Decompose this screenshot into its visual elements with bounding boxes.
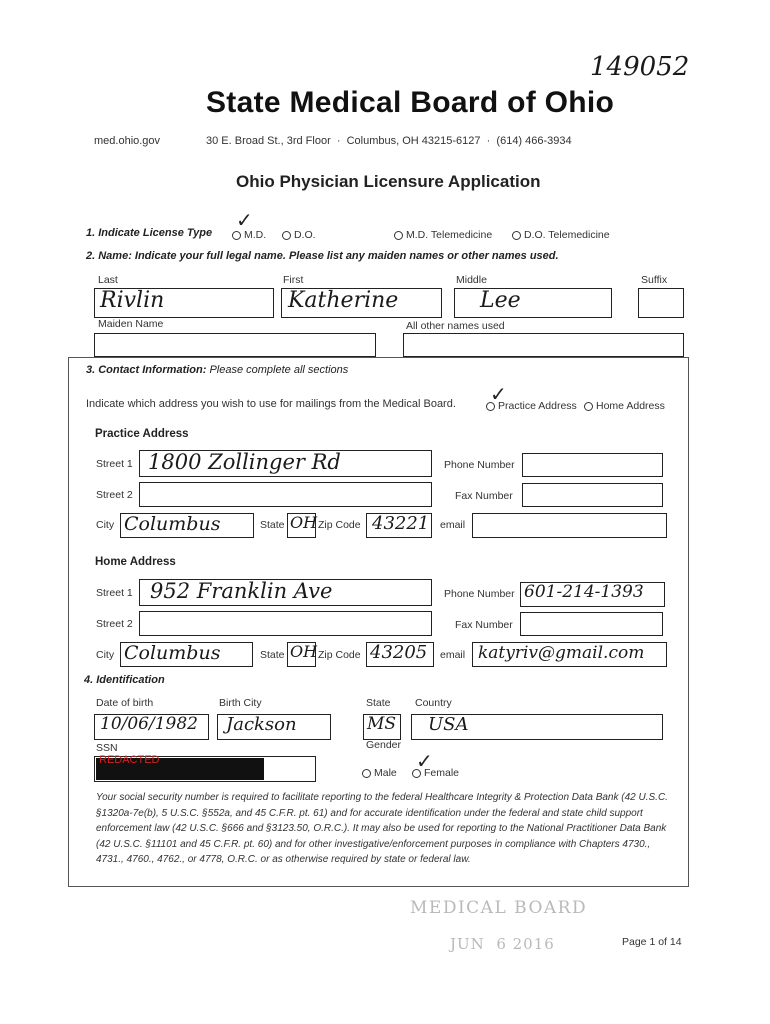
home-street1-label: Street 1 (96, 587, 133, 599)
practice-street1-value: 1800 Zollinger Rd (148, 450, 341, 474)
home-zip-label: Zip Code (318, 649, 361, 661)
dob-value: 10/06/1982 (100, 714, 198, 734)
page-number: Page 1 of 14 (622, 936, 682, 948)
radio-icon (362, 769, 371, 778)
practice-email-field[interactable] (472, 513, 667, 538)
home-street2-label: Street 2 (96, 618, 133, 630)
practice-street2-field[interactable] (139, 482, 432, 507)
section3-label: 3. Contact Information: Please complete all sections (86, 364, 349, 376)
gender-option-female[interactable]: Female (412, 767, 459, 779)
ssn-legal-notice: Your social security number is required to facilitate reporting to the federal Healthcare Integrity & Protection Data Bank (42 U.S.C. §1320a-7e(b), 5 U.S.C. §552a, and 45 C.F.R. pt. 61) and for accurate identification under the federal and state child support enforcement law (42 U.S.C. §666 and §3123.50, O.R.C.). It may also be used for reporting to the National Practitioner Data Bank (42 U.S.C. §11101 and 45 C.F.R. pt. 60) and for other investigative/enforcement purposes in compliance with Chapters 4730., 4731., 4760., 4762., or 4778, O.R.C. or as otherwise required by state or federal law. (96, 792, 668, 865)
home-city-value: Columbus (124, 642, 221, 664)
practice-state-value: OH (290, 513, 318, 532)
ssn-label: SSN (96, 742, 118, 754)
practice-phone-label: Phone Number (444, 459, 515, 471)
home-address-heading: Home Address (95, 556, 176, 568)
practice-address-heading: Practice Address (95, 428, 189, 440)
birth-city-label: Birth City (219, 697, 262, 709)
license-option-do[interactable]: D.O. (282, 229, 316, 241)
gender-option-male[interactable]: Male (362, 767, 397, 779)
received-stamp-line1: MEDICAL BOARD (410, 898, 588, 918)
home-state-label: State (260, 649, 285, 661)
first-name-label: First (283, 274, 304, 286)
practice-zip-value: 43221 (372, 513, 430, 534)
birth-state-label: State (366, 697, 391, 709)
maiden-name-label: Maiden Name (98, 318, 164, 330)
form-title: Ohio Physician Licensure Application (236, 172, 541, 191)
other-names-field[interactable] (403, 333, 684, 357)
dob-label: Date of birth (96, 697, 154, 709)
middle-name-field[interactable] (454, 288, 612, 318)
home-fax-field[interactable] (520, 612, 663, 636)
section2-label: 2. Name: Indicate your full legal name. Please list any maiden names or other names used. (86, 250, 559, 262)
radio-icon (394, 231, 403, 240)
practice-street1-label: Street 1 (96, 458, 133, 470)
birth-city-value: Jackson (226, 714, 297, 735)
license-option-md-telemedicine[interactable]: M.D. Telemedicine (394, 229, 492, 241)
country-label: Country (415, 697, 452, 709)
middle-name-value: Lee (480, 288, 521, 313)
board-website[interactable]: med.ohio.gov (94, 135, 161, 147)
home-state-value: OH (290, 642, 318, 661)
last-name-value: Rivlin (100, 288, 165, 313)
mailing-option-home[interactable]: Home Address (584, 400, 665, 412)
mailing-option-practice[interactable]: Practice Address (486, 400, 577, 412)
home-city-label: City (96, 649, 115, 661)
reference-number: 149052 (590, 52, 690, 82)
mailing-prompt: Indicate which address you wish to use for mailings from the Medical Board. (86, 398, 456, 410)
practice-phone-field[interactable] (522, 453, 663, 477)
suffix-field[interactable] (638, 288, 684, 318)
radio-icon (584, 402, 593, 411)
section1-label: 1. Indicate License Type (86, 227, 213, 239)
country-value: USA (428, 714, 469, 735)
home-phone-value: 601-214-1393 (524, 582, 644, 602)
home-street1-value: 952 Franklin Ave (150, 579, 333, 603)
practice-street2-label: Street 2 (96, 489, 133, 501)
home-fax-label: Fax Number (455, 619, 513, 631)
middle-name-label: Middle (456, 274, 487, 286)
home-street2-field[interactable] (139, 611, 432, 636)
other-names-label: All other names used (406, 320, 505, 332)
practice-fax-label: Fax Number (455, 490, 513, 502)
last-name-label: Last (98, 274, 118, 286)
board-address: 30 E. Broad St., 3rd Floor · Columbus, OH 43215-6127 · (614) 466-3934 (206, 135, 572, 147)
practice-state-label: State (260, 519, 285, 531)
ssn-redaction-label: REDACTED (99, 754, 160, 766)
gender-label: Gender (366, 739, 402, 751)
checkmark-icon: ✓ (490, 382, 507, 406)
radio-icon (232, 231, 241, 240)
maiden-name-field[interactable] (94, 333, 376, 357)
practice-city-label: City (96, 519, 115, 531)
home-zip-value: 43205 (370, 642, 428, 663)
home-email-label: email (440, 649, 466, 661)
section4-label: 4. Identification (84, 674, 165, 686)
section3-note: Please complete all sections (209, 364, 349, 376)
birth-state-value: MS (367, 714, 397, 734)
license-option-md[interactable]: M.D. (232, 229, 266, 241)
home-email-value: katyriv@gmail.com (478, 643, 645, 663)
received-stamp-date: JUN 6 2016 (450, 935, 555, 953)
practice-zip-label: Zip Code (318, 519, 361, 531)
license-option-do-telemedicine[interactable]: D.O. Telemedicine (512, 229, 610, 241)
home-phone-label: Phone Number (444, 588, 515, 600)
first-name-value: Katherine (288, 288, 399, 313)
checkmark-icon: ✓ (416, 749, 433, 773)
practice-city-value: Columbus (124, 513, 221, 535)
practice-email-label: email (440, 519, 466, 531)
checkmark-icon: ✓ (236, 208, 253, 232)
radio-icon (282, 231, 291, 240)
board-title: State Medical Board of Ohio (206, 86, 615, 119)
practice-fax-field[interactable] (522, 483, 663, 507)
radio-icon (512, 231, 521, 240)
suffix-label: Suffix (641, 274, 668, 286)
